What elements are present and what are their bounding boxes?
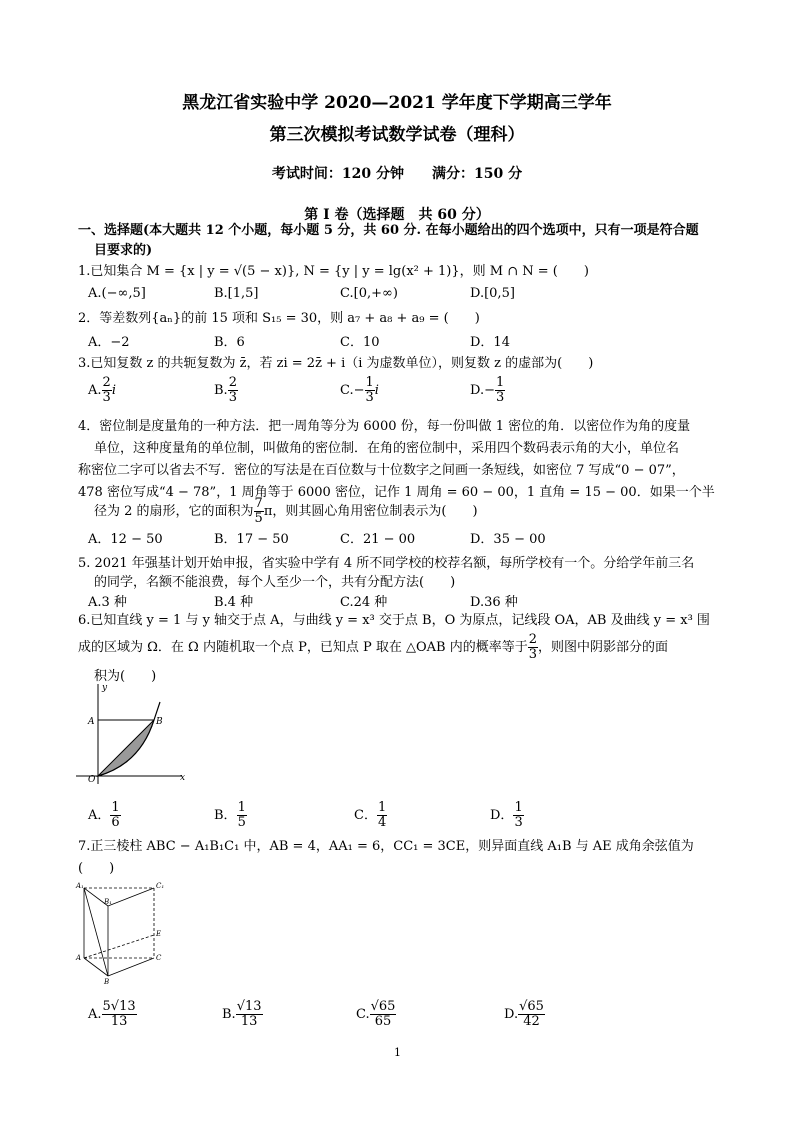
- q3-option-c-label: C.−: [340, 383, 365, 398]
- q4-line5-text-b: π，则其圆心角用密位制表示为( ): [263, 504, 478, 519]
- origin-label: O: [88, 775, 96, 785]
- section-heading: 第 I 卷（选择题 共 60 分）: [304, 207, 490, 223]
- q6-option-d-label: D．: [490, 808, 514, 823]
- fraction-denominator: 3: [102, 390, 111, 405]
- fraction-denominator: 3: [514, 815, 523, 830]
- exam-title-line2: 第三次模拟考试数学试卷（理科）: [269, 125, 525, 145]
- edge-bc: [108, 958, 154, 976]
- fraction-numerator: 2: [228, 375, 237, 390]
- cubic-curve: [98, 702, 160, 776]
- q4-option-b: B．17 − 50: [214, 532, 289, 547]
- q3-option-a-suffix: i: [111, 383, 116, 398]
- label-b: B: [104, 978, 110, 986]
- fraction-numerator: 1: [111, 800, 120, 815]
- q1-option-b: B.[1,5]: [214, 286, 259, 301]
- q6-option-a: [88, 801, 121, 830]
- q6-option-d-fraction: [513, 801, 523, 830]
- q3-option-c-fraction: [365, 376, 375, 405]
- q3-option-a: [88, 376, 116, 405]
- label-c1: C₁: [156, 882, 165, 890]
- q6-option-b-label: B．: [214, 808, 237, 823]
- q6-curve-figure: [74, 680, 194, 790]
- point-a-label: A: [88, 717, 95, 727]
- q3-option-a-fraction: [102, 376, 112, 405]
- q6-line1: 6.已知直线 y = 1 与 y 轴交于点 A，与曲线 y = x³ 交于点 B，O 为原点，记线段 OA，AB 及曲线 y = x³ 围: [78, 613, 710, 628]
- label-b1: B₁: [104, 898, 112, 906]
- q6-option-b-fraction: [237, 801, 247, 830]
- fraction-numerator: 7: [254, 496, 263, 511]
- q7-option-b: [222, 1000, 263, 1029]
- segment-ae: [84, 935, 154, 958]
- q7-option-d-label: D.: [504, 1007, 519, 1022]
- q7-prism-figure: [74, 878, 184, 988]
- q3-option-d: [470, 376, 505, 405]
- q4-line4: 478 密位写成“4 − 78”，1 周角等于 6000 密位，记作 1 周角 = 60 − 00，1 直角 = 15 − 00．如果一个半: [78, 485, 715, 500]
- edge-ab: [84, 958, 108, 976]
- shaded-region: [98, 720, 154, 776]
- q3-option-b: [214, 376, 238, 405]
- q7-option-d-fraction: [518, 1000, 545, 1029]
- q4-option-c: C．21 − 00: [340, 532, 416, 547]
- fraction-denominator: 3: [528, 647, 537, 662]
- label-a1: A₁: [76, 882, 84, 890]
- fraction-denominator: 5: [254, 511, 263, 526]
- fraction-denominator: 13: [240, 1014, 258, 1029]
- q7-option-b-fraction: [236, 1000, 263, 1029]
- fraction-denominator: 5: [237, 815, 246, 830]
- q1-option-a: A.(−∞,5]: [88, 286, 146, 301]
- fraction-numerator: √65: [519, 999, 544, 1014]
- q4-option-a: A．12 − 50: [88, 532, 163, 547]
- q7-option-a-fraction: [102, 1000, 137, 1029]
- q5-option-d: D.36 种: [470, 595, 518, 610]
- q3-option-b-label: B.: [214, 383, 228, 398]
- q6-option-b: [214, 801, 247, 830]
- instructions-line1: 一、选择题(本大题共 12 个小题，每小题 5 分，共 60 分. 在每小题给出的四个选项中，只有一项是符合题: [78, 223, 699, 238]
- fraction-denominator: 3: [495, 390, 505, 405]
- q3-option-a-label: A.: [88, 383, 102, 398]
- q7-option-c: [356, 1000, 396, 1029]
- q4-line5: [94, 497, 478, 527]
- q2-option-d: D．14: [470, 335, 510, 350]
- fraction-numerator: 1: [495, 375, 505, 390]
- label-c: C: [156, 954, 162, 962]
- fraction-numerator: 2: [102, 375, 111, 390]
- q3-stem: 3.已知复数 z 的共轭复数为 z̄，若 zi = 2z̄ + i（i 为虚数单位），则复数 z 的虚部为( ): [78, 356, 594, 371]
- fraction-numerator: 1: [377, 800, 387, 815]
- q4-line3: 称密位二字可以省去不写．密位的写法是在百位数与十位数字之间画一条短线，如密位 7 写成“0 − 07”，: [78, 463, 685, 478]
- fraction-denominator: 6: [111, 815, 120, 830]
- q7-option-c-fraction: [370, 1000, 397, 1029]
- x-axis-label: x: [180, 773, 186, 783]
- fraction-denominator: 3: [365, 390, 374, 405]
- page-number: 1: [394, 1046, 401, 1059]
- q4-option-d: D．35 − 00: [470, 532, 546, 547]
- y-axis-label: y: [102, 683, 108, 693]
- q3-option-d-fraction: [495, 376, 505, 405]
- q7-option-b-label: B.: [222, 1007, 236, 1022]
- instructions-line2: 目要求的): [94, 243, 153, 258]
- fraction-denominator: 42: [523, 1014, 540, 1029]
- fraction-denominator: 3: [228, 390, 237, 405]
- q6-probability-fraction: [528, 633, 538, 662]
- q2-option-a: A．−2: [88, 335, 130, 350]
- fraction-numerator: 1: [514, 800, 523, 815]
- q6-line2-text-a: 成的区域为 Ω．在 Ω 内随机取一个点 P，已知点 P 取在 △OAB 内的概率等于: [78, 640, 528, 655]
- exam-info: 考试时间：120 分钟 满分：150 分: [271, 166, 523, 182]
- q1-option-d: D.[0,5]: [470, 286, 515, 301]
- label-e: E: [156, 930, 162, 938]
- q6-option-c-fraction: [377, 801, 387, 830]
- fraction-numerator: 1: [237, 800, 246, 815]
- q7-option-c-label: C.: [356, 1007, 370, 1022]
- fraction-numerator: 5√13: [102, 999, 136, 1014]
- q7-option-d: [504, 1000, 545, 1029]
- q3-option-c-suffix: i: [374, 383, 379, 398]
- q6-line2-text-b: ，则图中阴影部分的面: [538, 640, 669, 655]
- label-a: A: [76, 954, 82, 962]
- q7-line2: ( ): [78, 861, 115, 876]
- q4-line5-text-a: 径为 2 的扇形，它的面积为: [94, 504, 254, 519]
- q6-option-c-label: C．: [354, 808, 377, 823]
- q5-line2: 的同学，名额不能浪费，每个人至少一个，共有分配方法( ): [94, 575, 456, 590]
- q4-line2: 单位，这种度量角的单位制，叫做角的密位制．在角的密位制中，采用四个数码表示角的大小，单位名: [94, 441, 680, 456]
- q5-line1: 5. 2021 年强基计划开始申报，省实验中学有 4 所不同学校的校荐名额，每所学校有一个。分给学年前三名: [78, 556, 695, 571]
- point-b-label: B: [156, 717, 163, 727]
- q5-option-b: B.4 种: [214, 595, 254, 610]
- q7-line1: 7.正三棱柱 ABC − A₁B₁C₁ 中，AB = 4，AA₁ = 6，CC₁ = 3CE，则异面直线 A₁B 与 AE 成角余弦值为: [78, 839, 694, 854]
- q1-stem: 1.已知集合 M = {x | y = √(5 − x)}, N = {y | y = lg(x² + 1)}，则 M ∩ N = ( ): [78, 264, 589, 279]
- q3-option-c: [340, 376, 379, 405]
- fraction-numerator: √13: [236, 999, 262, 1014]
- q1-option-c: C.[0,+∞): [340, 286, 398, 301]
- fraction-denominator: 13: [110, 1014, 128, 1029]
- q6-option-c: [354, 801, 387, 830]
- q2-option-c: C．10: [340, 335, 380, 350]
- fraction-numerator: 2: [528, 632, 537, 647]
- edge-b1c1: [108, 888, 154, 906]
- q3-option-d-label: D.−: [470, 383, 495, 398]
- q4-line1: 4．密位制是度量角的一种方法．把一周角等分为 6000 份，每一份叫做 1 密位的角．以密位作为角的度量: [78, 419, 691, 434]
- q6-line2: [78, 632, 668, 664]
- q4-area-fraction: [254, 497, 264, 526]
- q2-option-b: B．6: [214, 335, 245, 350]
- q5-option-a: A.3 种: [88, 595, 127, 610]
- fraction-numerator: √65: [370, 999, 396, 1014]
- fraction-denominator: 65: [374, 1014, 392, 1029]
- q3-option-b-fraction: [228, 376, 238, 405]
- q6-option-d: [490, 801, 524, 830]
- q7-option-a: [88, 1000, 137, 1029]
- q5-option-c: C.24 种: [340, 595, 388, 610]
- exam-title-line1: 黑龙江省实验中学 2020—2021 学年度下学期高三学年: [182, 93, 612, 113]
- q6-option-a-label: A．: [88, 808, 111, 823]
- q6-line3: 积为( ): [94, 669, 157, 684]
- q6-option-a-fraction: [110, 801, 120, 830]
- q7-option-a-label: A.: [88, 1007, 102, 1022]
- fraction-denominator: 4: [377, 815, 387, 830]
- fraction-numerator: 1: [365, 375, 374, 390]
- q2-stem: 2．等差数列{aₙ}的前 15 项和 S₁₅ = 30，则 a₇ + a₈ + a₉ = ( ): [78, 311, 480, 326]
